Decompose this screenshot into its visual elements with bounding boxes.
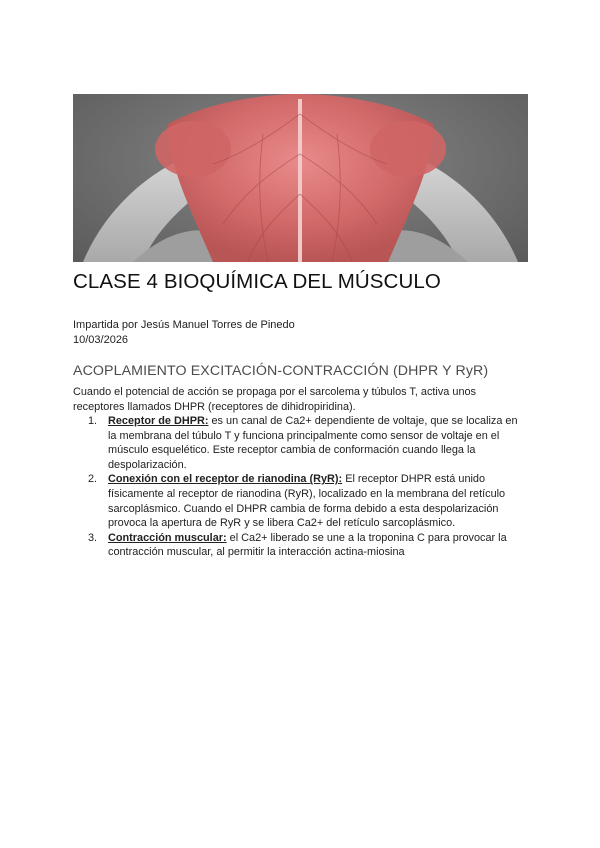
numbered-list bbox=[73, 414, 528, 560]
list-number: 3. bbox=[88, 531, 98, 544]
list-number: 2. bbox=[88, 473, 98, 486]
author-line: Impartida por Jesús Manuel Torres de Pinedo bbox=[73, 319, 295, 331]
document-date: 10/03/2026 bbox=[73, 333, 129, 346]
list-item bbox=[73, 531, 528, 560]
list-item bbox=[73, 414, 528, 472]
list-term: Contracción muscular: bbox=[108, 531, 227, 544]
back-muscles-illustration bbox=[73, 94, 528, 262]
list-text: es un canal de Ca2+ dependiente de voltaje, que se localiza en la membrana del túbulo T y funciona principalmente como sensor de voltaje en el músculo esquelético. Este receptor cambia de conformación cuando llega la despolarización. bbox=[108, 415, 518, 471]
list-term: Receptor de DHPR: bbox=[108, 415, 209, 427]
hero-image bbox=[73, 94, 528, 262]
list-text: El receptor DHPR está unido físicamente al receptor de rianodina (RyR), localizado en la membrana del retículo sarcoplásmico. Cuando el DHPR cambia de forma debido a esta despolarización provoca la apertura de RyR y se libera Ca2+ del retículo sarcoplásmico. bbox=[108, 473, 506, 530]
list-number: 1. bbox=[88, 415, 98, 427]
section-intro: Cuando el potencial de acción se propaga por el sarcolema y túbulos T, activa unos receptores llamados DHPR (receptores de dihidropiridina). bbox=[73, 386, 477, 413]
list-text: el Ca2+ liberado se une a la troponina C para provocar la contracción muscular, al permitir la interacción actina-miosina bbox=[108, 531, 507, 559]
list-item bbox=[73, 472, 528, 530]
list-term: Conexión con el receptor de rianodina (RyR): bbox=[108, 473, 343, 486]
document-meta bbox=[73, 318, 295, 347]
document-title: CLASE 4 BIOQUÍMICA DEL MÚSCULO bbox=[73, 270, 441, 293]
section-heading: ACOPLAMIENTO EXCITACIÓN-CONTRACCIÓN (DHPR Y RyR) bbox=[73, 363, 489, 379]
